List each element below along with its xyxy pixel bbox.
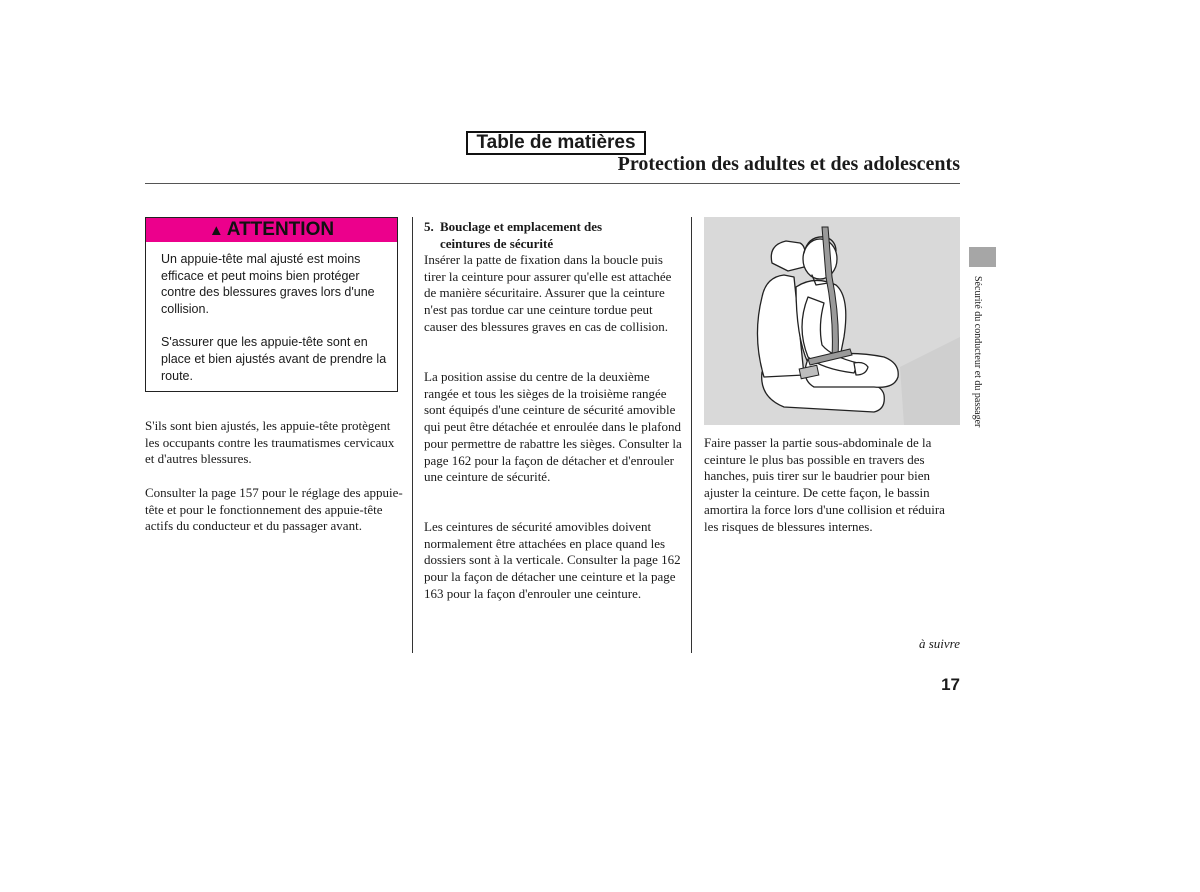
chapter-tab-label	[968, 276, 988, 466]
attention-header	[146, 218, 397, 242]
middle-paragraph-1: Insérer la patte de fixation dans la boucle puis tirer la ceinture pour assurer qu'elle est attachée de manière sécuritaire. Assurer que la ceinture n'est pas tordue car une ceinture tordue peut causer des blessures graves en cas de collision.	[424, 252, 672, 334]
step-title-line2: ceintures de sécurité	[440, 235, 554, 251]
attention-box	[145, 217, 398, 392]
step-number: 5.	[424, 219, 434, 234]
attention-body	[146, 242, 397, 384]
step-heading	[424, 219, 684, 252]
header-divider	[145, 183, 960, 184]
middle-paragraph-3: Les ceintures de sécurité amovibles doivent normalement être attachées en place quand les dossiers sont à la verticale. Consulter la page 162 pour la façon de détacher une ceinture et la page 163 pour la façon d'enrouler une ceinture.	[424, 519, 681, 601]
page-number: 17	[941, 675, 960, 694]
attention-paragraph: S'assurer que les appuie-tête sont en place et bien ajustés avant de prendre la route.	[161, 335, 387, 383]
section-title: Protection des adultes et des adolescents	[617, 153, 960, 175]
middle-paragraph-2: La position assise du centre de la deuxième rangée et tous les sièges de la troisième rangée sont équipés d'une ceinture de sécurité amovible qui peut être détachée et enroulée dans le plafond pour permettre de rabattre les sièges. Consulter la page 162 pour la façon de détacher et d'enrouler une ceinture de sécurité.	[424, 369, 682, 485]
attention-paragraph: Un appuie-tête mal ajusté est moins efficace et peut moins bien protéger contre des blessures graves lors d'une collision.	[161, 252, 375, 316]
right-paragraph: Faire passer la partie sous-abdominale de la ceinture le plus bas possible en travers des hanches, puis tirer sur le baudrier pour bien ajuster la ceinture. De cette façon, le bassin amortira la force lors d'une collision et réduira les risques de blessures internes.	[704, 435, 945, 534]
left-paragraph-1: S'ils sont bien ajustés, les appuie-tête protègent les occupants contre les traumatismes cervicaux et d'autres blessures.	[145, 418, 395, 467]
seatbelt-illustration	[704, 217, 960, 425]
column-divider-left	[412, 217, 413, 653]
continued-note: à suivre	[918, 636, 960, 651]
left-paragraph-2: Consulter la page 157 pour le réglage des appuie-tête et pour le fonctionnement des appuie-tête actifs du conducteur et du passager avant.	[145, 485, 403, 534]
chapter-tab-marker	[969, 247, 996, 267]
attention-title: ATTENTION	[226, 219, 335, 240]
table-of-contents-button[interactable]: Table de matières	[466, 131, 646, 155]
column-divider-right	[691, 217, 692, 653]
seated-occupant-drawing	[704, 217, 960, 425]
chapter-tab-text: Sécurité du conducteur et du passager	[972, 276, 983, 428]
step-title-line1: Bouclage et emplacement des	[440, 219, 603, 234]
warning-triangle-icon: ▲	[208, 222, 224, 239]
